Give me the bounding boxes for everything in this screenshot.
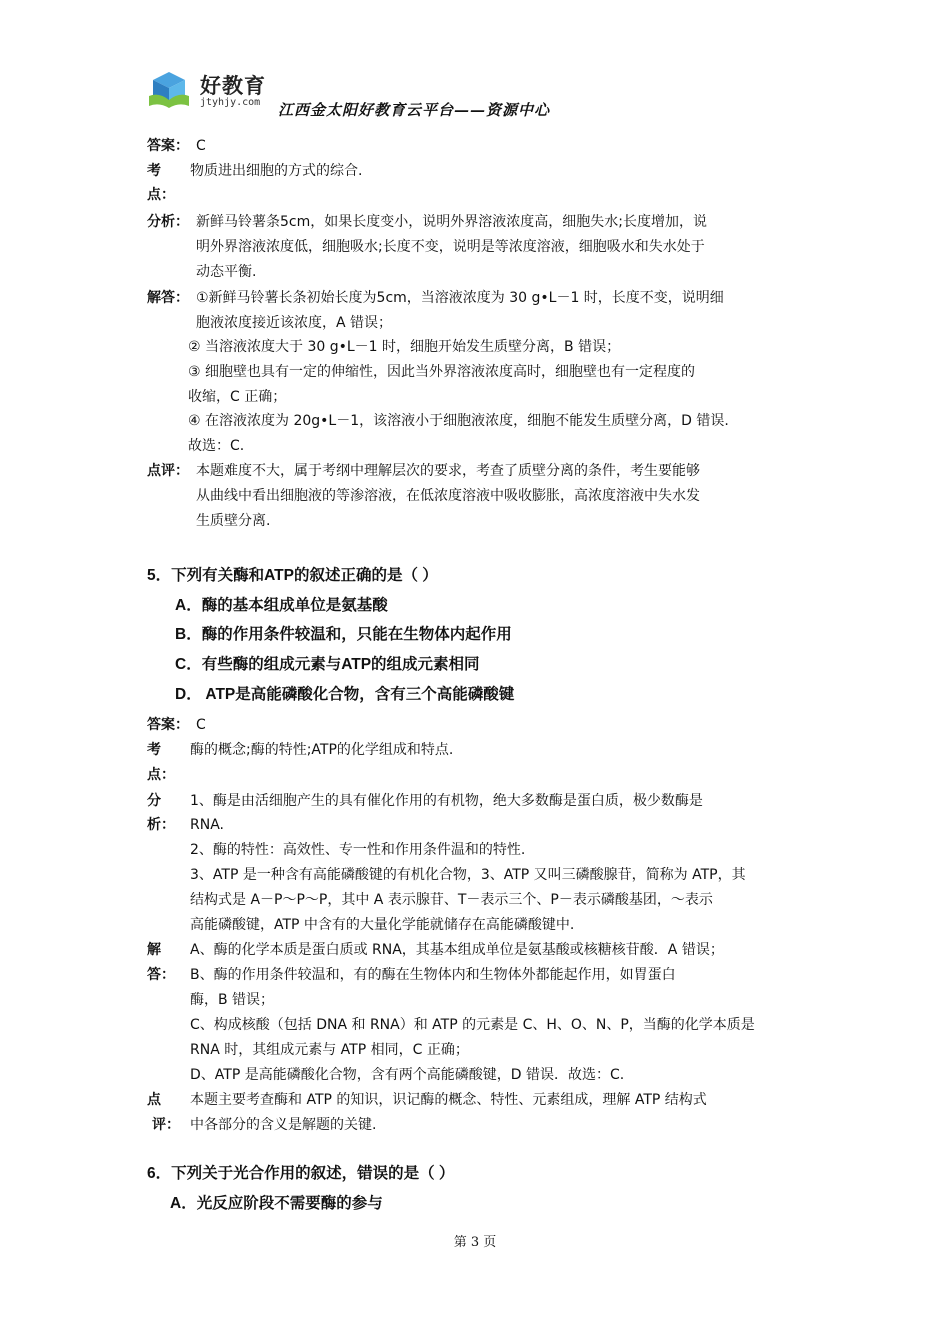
solution-line: 收缩，C 正确； <box>188 389 287 405</box>
brand-domain: jtyhjy.com <box>200 97 261 108</box>
solution-line: ③ 细胞壁也具有一定的伸缩性，因此当外界溶液浓度高时，细胞壁也有一定程度的 <box>188 364 695 380</box>
comment-line: 生质壁分离. <box>196 513 271 529</box>
solution-line: D、ATP 是高能磷酸化合物，含有两个高能磷酸键，D 错误．故选：C. <box>190 1067 625 1083</box>
question-stem: 5．下列有关酶和ATP的叙述正确的是（ ） <box>147 567 438 584</box>
knowledge-point-label: 考 <box>147 163 161 179</box>
cube-logo-icon <box>147 70 191 110</box>
comment-line: 本题难度不大，属于考纲中理解层次的要求，考查了质壁分离的条件，考生要能够 <box>196 463 700 479</box>
answer-label: 答案： <box>147 138 189 154</box>
solution-line: B、酶的作用条件较温和，有的酶在生物体内和生物体外都能起作用，如胃蛋白 <box>190 967 676 983</box>
analysis-line-part: 3、ATP 是一种含有高能磷酸键的有机化合物， <box>190 867 481 883</box>
answer-label: 答案： <box>147 717 189 733</box>
analysis-line: 动态平衡. <box>196 264 257 280</box>
solution-line: A、酶的化学本质是蛋白质或 RNA，其基本组成单位是氨基酸或核糖核苷酸．A 错误； <box>190 942 724 958</box>
option-d: D． ATP是高能磷酸化合物，含有三个高能磷酸键 <box>175 686 515 703</box>
analysis-line <box>190 866 746 884</box>
solution-line: 胞液浓度接近该浓度，A 错误； <box>196 315 393 331</box>
solution-line: ①新鲜马铃薯长条初始长度为5cm，当溶液浓度为 30 g•L－1 时，长度不变，说明细 <box>196 290 724 306</box>
analysis-line: 1、酶是由活细胞产生的具有催化作用的有机物，绝大多数酶是蛋白质，极少数酶是 <box>190 793 703 809</box>
solution-line: 故选：C. <box>188 438 245 454</box>
solution-label: 解 <box>147 942 161 958</box>
solution-label: 答： <box>147 967 175 983</box>
option-b: B．酶的作用条件较温和，只能在生物体内起作用 <box>175 626 512 643</box>
header-slogan: 江西金太阳好教育云平台——资源中心 <box>278 101 551 119</box>
option-a: A．酶的基本组成单位是氨基酸 <box>175 597 388 614</box>
comment-label: 点 <box>147 1092 161 1108</box>
solution-label: 解答： <box>147 290 189 306</box>
knowledge-point-text: 酶的概念;酶的特性;ATP的化学组成和特点. <box>190 742 454 758</box>
page-number: 第 3 页 <box>453 1235 497 1250</box>
comment-line: 本题主要考查酶和 ATP 的知识，识记酶的概念、特性、元素组成，理解 ATP 结构式 <box>190 1092 707 1108</box>
answer-value: C <box>196 717 206 733</box>
knowledge-point-label: 点： <box>147 187 175 203</box>
analysis-line: 高能磷酸键，ATP 中含有的大量化学能就储存在高能磷酸键中. <box>190 917 575 933</box>
analysis-line: RNA. <box>190 817 224 833</box>
knowledge-point-label: 考 <box>147 742 161 758</box>
analysis-label: 析： <box>147 817 175 833</box>
option-a: A．光反应阶段不需要酶的参与 <box>170 1195 383 1212</box>
brand-name: 好教育 <box>200 74 266 98</box>
analysis-line: 2、酶的特性：高效性、专一性和作用条件温和的特性. <box>190 842 526 858</box>
solution-line: 酶，B 错误； <box>190 992 275 1008</box>
analysis-line: 明外界溶液浓度低，细胞吸水;长度不变，说明是等浓度溶液，细胞吸水和失水处于 <box>196 239 705 255</box>
solution-line: RNA 时，其组成元素与 ATP 相同，C 正确； <box>190 1042 469 1058</box>
comment-label: 评： <box>152 1117 180 1133</box>
analysis-line: 新鲜马铃薯条5cm，如果长度变小，说明外界溶液浓度高，细胞失水;长度增加，说 <box>196 214 707 230</box>
answer-value: C <box>196 138 206 154</box>
knowledge-point-label: 点： <box>147 767 175 783</box>
option-c: C．有些酶的组成元素与ATP的组成元素相同 <box>175 656 480 673</box>
solution-line: C、构成核酸（包括 DNA 和 RNA）和 ATP 的元素是 C、H、O、N、P，当酶的化学本质是 <box>190 1017 755 1033</box>
comment-line: 从曲线中看出细胞液的等渗溶液，在低浓度溶液中吸收膨胀，高浓度溶液中失水发 <box>196 488 700 504</box>
knowledge-point-text: 物质进出细胞的方式的综合. <box>190 163 363 179</box>
comment-line: 中各部分的含义是解题的关键. <box>190 1117 377 1133</box>
analysis-label: 分析： <box>147 214 189 230</box>
analysis-line: 结构式是 A－P～P～P，其中 A 表示腺苷、T－表示三个、P－表示磷酸基团，～表示 <box>190 892 713 908</box>
analysis-label: 分 <box>147 793 161 809</box>
comment-label: 点评： <box>147 463 189 479</box>
analysis-line-part: 3、ATP 又叫三磷酸腺苷，简称为 ATP，其 <box>480 867 746 883</box>
solution-line: ④ 在溶液浓度为 20g•L－1，该溶液小于细胞液浓度，细胞不能发生质壁分离，D 错误. <box>188 413 729 429</box>
question-stem: 6．下列关于光合作用的叙述，错误的是（ ） <box>147 1165 455 1182</box>
solution-line: ② 当溶液浓度大于 30 g•L－1 时，细胞开始发生质壁分离，B 错误； <box>188 339 621 355</box>
